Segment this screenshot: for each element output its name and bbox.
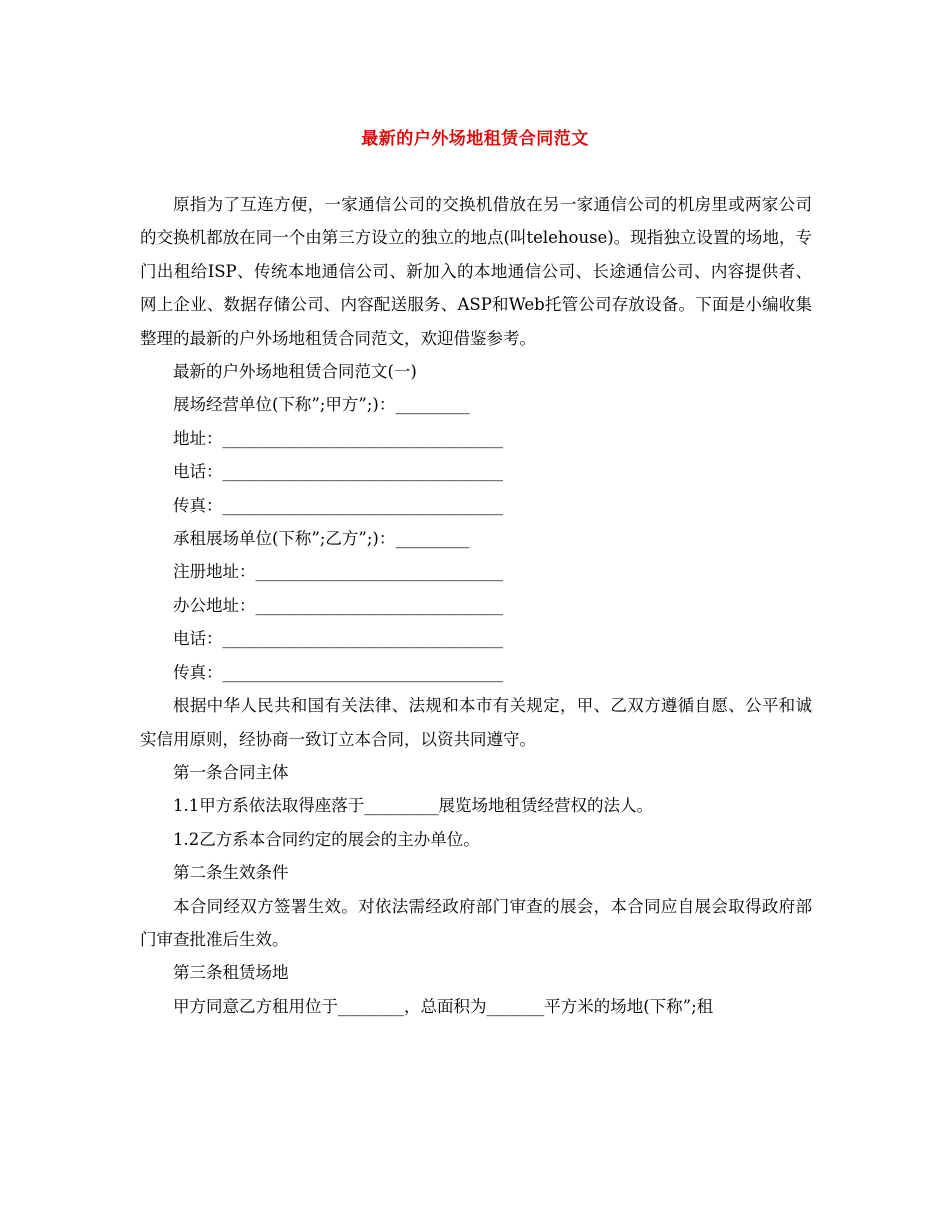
party-b-fax-line: 传真：__________________________________ bbox=[173, 662, 503, 682]
party-b-phone-line: 电话：__________________________________ bbox=[173, 629, 503, 649]
intro-paragraph: 原指为了互连方便，一家通信公司的交换机借放在另一家通信公司的机房里或两家公司的交换机都放在同一个由第三方设立的独立的地点(叫telehouse)。现指独立设置的场地，专门出租给ISP、传统本地通信公司、新加入的本地通信公司、长途通信公司、内容提供者、网上企业、数据存储公司、内容配送服务、ASP和Web托管公司存放设备。下面是小编收集整理的最新的户外场地租赁合同范文，欢迎借鉴参考。 bbox=[140, 195, 812, 348]
clause-1-2: 1.2乙方系本合同约定的展会的主办单位。 bbox=[173, 829, 480, 849]
article-2-paragraph: 本合同经双方签署生效。对依法需经政府部门审查的展会，本合同应自展会取得政府部门审查批准后生效。 bbox=[140, 896, 812, 949]
party-b-office-address-line: 办公地址：______________________________ bbox=[173, 595, 503, 615]
party-b-registered-address-line: 注册地址：______________________________ bbox=[173, 562, 503, 582]
party-a-phone-line: 电话：__________________________________ bbox=[173, 462, 503, 482]
article-2-heading: 第二条生效条件 bbox=[173, 863, 289, 883]
party-a-name-line: 展场经营单位(下称”;甲方”;)：_________ bbox=[173, 395, 470, 415]
document-title: 最新的户外场地租赁合同范文 bbox=[361, 129, 589, 149]
clause-1-1: 1.1甲方系依法取得座落于_________展览场地租赁经营权的法人。 bbox=[173, 796, 653, 816]
document-body bbox=[140, 188, 812, 1023]
preamble-paragraph: 根据中华人民共和国有关法律、法规和本市有关规定，甲、乙双方遵循自愿、公平和诚实信用原则，经协商一致订立本合同，以资共同遵守。 bbox=[140, 696, 812, 749]
article-3-paragraph: 甲方同意乙方租用位于________，总面积为_______平方米的场地(下称”;租 bbox=[173, 996, 714, 1016]
section-heading: 最新的户外场地租赁合同范文(一) bbox=[173, 362, 417, 382]
party-a-fax-line: 传真：__________________________________ bbox=[173, 495, 503, 515]
article-3-heading: 第三条租赁场地 bbox=[173, 963, 289, 983]
article-1-heading: 第一条合同主体 bbox=[173, 762, 289, 782]
party-b-name-line: 承租展场单位(下称”;乙方”;)：_________ bbox=[173, 529, 470, 549]
party-a-address-line: 地址：__________________________________ bbox=[173, 428, 503, 448]
